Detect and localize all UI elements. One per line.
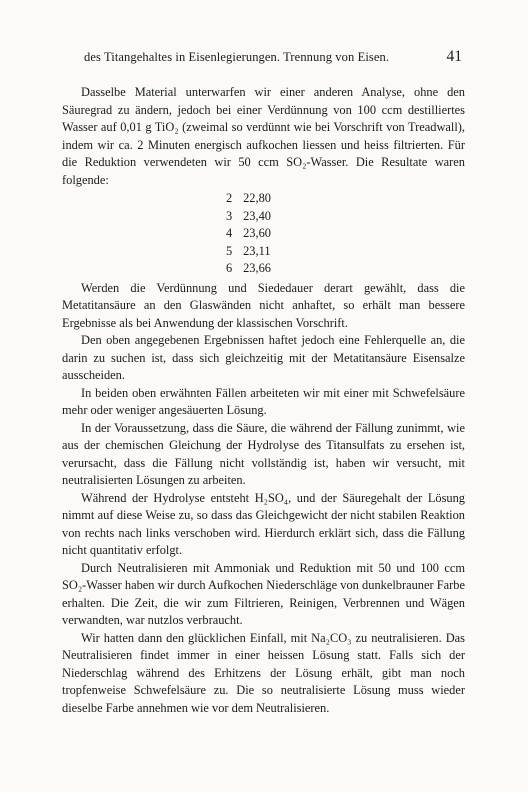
results-row [226, 190, 465, 208]
paragraph-6: Während der Hydrolyse entsteht H₂SO₄, und der Säuregehalt der Lösung nimmt auf diese Weise zu, so dass das Gleichgewicht der nicht stabilen Reaktion von rechts nach links verschoben wird. Hierdurch erklärt sich, dass die Fällung nicht quantitativ erfolgt. [62, 490, 465, 557]
paragraph-7: Durch Neutralisieren mit Ammoniak und Reduktion mit 50 und 100 ccm SO₂-Wasser haben wir durch Aufkochen Niederschläge von dunkelbrauner Farbe erhalten. Die Zeit, die wir zum Filtrieren, Reinigen, Verbrennen und Wägen verwandten, war nutzlos verbraucht. [62, 560, 465, 627]
results-row [226, 243, 465, 261]
results-value: 23,11 [243, 243, 271, 258]
results-value: 23,40 [243, 208, 271, 223]
paragraph-4: In beiden oben erwähnten Fällen arbeiteten wir mit einer mit Schwefelsäure mehr oder weniger angesäuerten Lösung. [62, 385, 465, 417]
results-row [226, 208, 465, 226]
results-value: 23,66 [243, 261, 271, 275]
paragraph-8: Wir hatten dann den glücklichen Einfall, mit Na₂CO₃ zu neutralisieren. Das Neutralisieren findet immer in einer heissen Lösung statt. Falls sich der Niederschlag während des Erhitzens der Lösung erhält, gibt man noch tropfenweise Schwefelsäure zu. Die so neutralisierte Lösung muss wieder dieselbe Farbe annehmen wie vor dem Neutralisieren. [62, 630, 465, 715]
results-value: 22,80 [243, 191, 271, 205]
results-table [226, 190, 465, 278]
paragraph-3: Den oben angegebenen Ergebnissen haftet jedoch eine Fehlerquelle an, die darin zu suchen ist, dass sich gleichzeitig mit der Metatitansäure Eisensalze ausscheiden. [62, 333, 465, 382]
results-value: 23,60 [243, 226, 271, 240]
results-key: 3 [226, 208, 233, 223]
results-key: 6 [226, 261, 233, 275]
running-title: des Titangehaltes in Eisenlegierungen. Trennung von Eisen. [84, 50, 390, 64]
page-body [62, 84, 465, 717]
results-key: 4 [226, 226, 233, 240]
results-key: 2 [226, 191, 233, 205]
paragraph-2: Werden die Verdünnung und Siededauer derart gewählt, dass die Metatitansäure an den Glaswänden nicht anhaftet, so erhält man bessere Ergebnisse als bei Anwendung der klassischen Vorschrift. [62, 280, 465, 330]
page-header [84, 48, 462, 68]
results-row [226, 260, 465, 278]
results-key: 5 [226, 243, 233, 258]
page-number: 41 [446, 48, 462, 65]
paragraph-1: Dasselbe Material unterwarfen wir einer anderen Analyse, ohne den Säuregrad zu ändern, jedoch bei einer Verdünnung von 100 ccm destilliertes Wasser auf 0,01 g TiO₂ (zweimal so verdünnt wie bei Vorschrift von Treadwall), indem wir ca. 2 Minuten energisch aufkochen liessen und heiss filtrierten. Für die Reduktion verwendeten wir 50 ccm SO₂-Wasser. Die Resultate waren folgende: [62, 85, 465, 187]
results-row [226, 225, 465, 243]
paragraph-5: In der Voraussetzung, dass die Säure, die während der Fällung zunimmt, wie aus der chemischen Gleichung der Hydrolyse des Titansulfats zu ersehen ist, verursacht, dass die Fällung nicht vollständig ist, haben wir versucht, mit neutralisierten Lösungen zu arbeiten. [62, 420, 465, 487]
